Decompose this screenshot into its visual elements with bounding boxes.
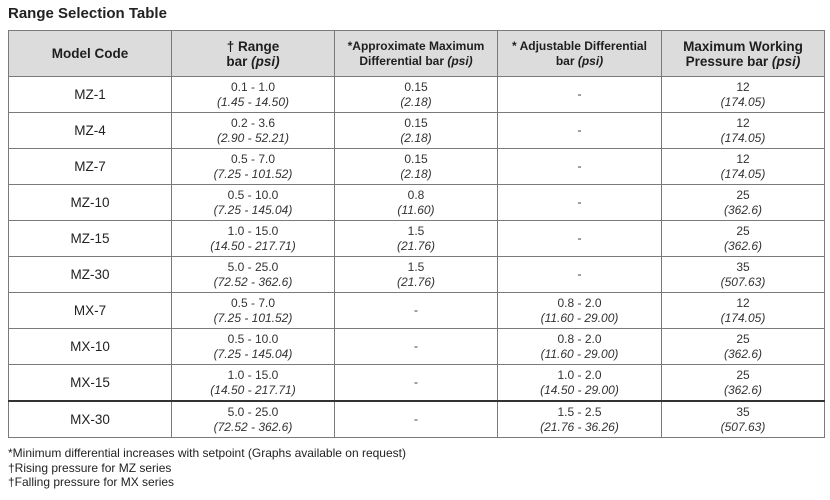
max-pressure-cell: 25 (362.6): [662, 365, 825, 402]
model-code-cell: MZ-15: [9, 221, 172, 257]
header-adjustable-line1: * Adjustable Differential: [512, 38, 647, 53]
adjustable-differential-cell: -: [498, 185, 662, 221]
header-approx-max-differential: [335, 31, 498, 77]
table-header-row: [9, 31, 825, 77]
range-cell: 1.0 - 15.0 (14.50 - 217.71): [172, 365, 335, 402]
table-row: [9, 401, 825, 438]
range-cell: 1.0 - 15.0 (14.50 - 217.71): [172, 221, 335, 257]
table-row: [9, 185, 825, 221]
approx-differential-cell: 0.8 (11.60): [335, 185, 498, 221]
approx-differential-cell: -: [335, 401, 498, 438]
adjustable-differential-cell: -: [498, 113, 662, 149]
table-row: [9, 221, 825, 257]
header-range-unit: (psi): [251, 53, 280, 69]
range-cell: 0.1 - 1.0 (1.45 - 14.50): [172, 77, 335, 113]
model-code-cell: MZ-30: [9, 257, 172, 293]
model-code-cell: MZ-1: [9, 77, 172, 113]
footnote-min-differential: *Minimum differential increases with setpoint (Graphs available on request): [8, 446, 406, 460]
model-code-cell: MX-10: [9, 329, 172, 365]
range-selection-table: [8, 30, 825, 438]
approx-differential-cell: 1.5 (21.76): [335, 221, 498, 257]
approx-differential-cell: 0.15 (2.18): [335, 77, 498, 113]
model-code-cell: MZ-10: [9, 185, 172, 221]
adjustable-differential-cell: 0.8 - 2.0 (11.60 - 29.00): [498, 293, 662, 329]
approx-differential-cell: -: [335, 365, 498, 402]
max-pressure-cell: 25 (362.6): [662, 329, 825, 365]
range-cell: 5.0 - 25.0 (72.52 - 362.6): [172, 257, 335, 293]
range-cell: 0.5 - 10.0 (7.25 - 145.04): [172, 329, 335, 365]
footnote-falling-pressure: †Falling pressure for MX series: [8, 475, 175, 489]
approx-differential-cell: -: [335, 293, 498, 329]
approx-differential-cell: 0.15 (2.18): [335, 149, 498, 185]
model-code-cell: MZ-7: [9, 149, 172, 185]
table-row: [9, 365, 825, 402]
header-range-line1: † Range: [226, 38, 280, 54]
table-row: [9, 149, 825, 185]
footnotes: [8, 446, 406, 490]
header-pressure-line1: Maximum Working: [683, 38, 803, 54]
approx-differential-cell: -: [335, 329, 498, 365]
footnote-rising-pressure: †Rising pressure for MZ series: [8, 460, 172, 475]
model-code-cell: MX-30: [9, 401, 172, 438]
max-pressure-cell: 35 (507.63): [662, 401, 825, 438]
table-row: [9, 293, 825, 329]
max-pressure-cell: 12 (174.05): [662, 293, 825, 329]
adjustable-differential-cell: 0.8 - 2.0 (11.60 - 29.00): [498, 329, 662, 365]
range-cell: 0.5 - 10.0 (7.25 - 145.04): [172, 185, 335, 221]
approx-differential-cell: 1.5 (21.76): [335, 257, 498, 293]
header-adjustable-unit-prefix: bar: [555, 53, 575, 68]
approx-differential-cell: 0.15 (2.18): [335, 113, 498, 149]
header-range-unit-prefix: bar: [226, 53, 248, 69]
range-cell: 0.5 - 7.0 (7.25 - 101.52): [172, 149, 335, 185]
range-cell: 5.0 - 25.0 (72.52 - 362.6): [172, 401, 335, 438]
adjustable-differential-cell: -: [498, 221, 662, 257]
model-code-cell: MX-7: [9, 293, 172, 329]
header-approx-line1: *Approximate Maximum: [347, 38, 485, 53]
header-approx-unit-prefix: Differential bar: [359, 53, 444, 68]
header-pressure-unit: (psi): [771, 53, 801, 69]
table-row: [9, 329, 825, 365]
adjustable-differential-cell: -: [498, 77, 662, 113]
max-pressure-cell: 25 (362.6): [662, 221, 825, 257]
header-adjustable-differential: [498, 31, 662, 77]
model-code-cell: MX-15: [9, 365, 172, 402]
range-cell: 0.2 - 3.6 (2.90 - 52.21): [172, 113, 335, 149]
max-pressure-cell: 12 (174.05): [662, 77, 825, 113]
table-row: [9, 257, 825, 293]
adjustable-differential-cell: -: [498, 149, 662, 185]
adjustable-differential-cell: 1.0 - 2.0 (14.50 - 29.00): [498, 365, 662, 402]
header-approx-unit: (psi): [447, 53, 473, 68]
max-pressure-cell: 25 (362.6): [662, 185, 825, 221]
adjustable-differential-cell: 1.5 - 2.5 (21.76 - 36.26): [498, 401, 662, 438]
header-max-working-pressure: [662, 31, 825, 77]
table-row: [9, 113, 825, 149]
page-title: Range Selection Table: [8, 5, 167, 22]
header-range: [172, 31, 335, 77]
adjustable-differential-cell: -: [498, 257, 662, 293]
header-adjustable-unit: (psi): [577, 53, 604, 68]
model-code-cell: MZ-4: [9, 113, 172, 149]
header-model-code: Model Code: [9, 31, 172, 77]
range-cell: 0.5 - 7.0 (7.25 - 101.52): [172, 293, 335, 329]
max-pressure-cell: 12 (174.05): [662, 149, 825, 185]
max-pressure-cell: 35 (507.63): [662, 257, 825, 293]
max-pressure-cell: 12 (174.05): [662, 113, 825, 149]
header-pressure-unit-prefix: Pressure bar: [685, 53, 769, 69]
table-row: [9, 77, 825, 113]
